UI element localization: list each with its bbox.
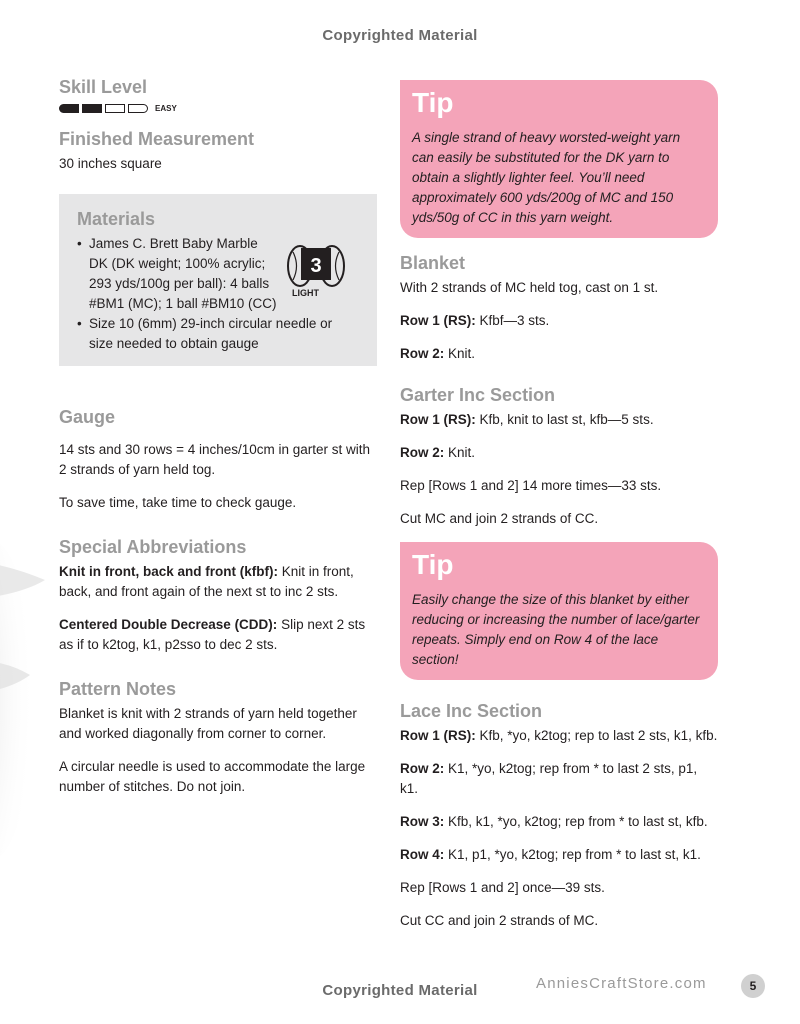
row-text: Kfbf—3 sts. <box>475 313 550 328</box>
row-text: K1, p1, *yo, k2tog; rep from * to last st, k1. <box>444 847 701 862</box>
lace-row-2 <box>400 759 718 799</box>
abbreviation-kfbf <box>59 562 377 602</box>
skill-level-heading: Skill Level <box>59 77 148 97</box>
blanket-row-2 <box>400 344 718 364</box>
skill-segment <box>59 104 79 113</box>
row-label: Row 4: <box>400 847 445 862</box>
blanket-row-1 <box>400 311 718 331</box>
row-text: K1, *yo, k2tog; rep from * to last 2 sts, p1, k1. <box>400 761 698 796</box>
abbreviation-term: Centered Double Decrease (CDD): <box>59 617 278 632</box>
pattern-notes-heading: Pattern Notes <box>59 679 177 699</box>
tip-body: Easily change the size of this blanket by either reducing or increasing the number of lace/garter repeats. Simply end on Row 4 of the lace section! <box>412 592 700 667</box>
lace-cut-text: Cut CC and join 2 strands of MC. <box>400 913 599 928</box>
lace-row-4 <box>400 845 718 865</box>
materials-item-needle: • Size 10 (6mm) 29-inch circular needle or size needed to obtain gauge <box>89 314 359 354</box>
row-label: Row 1 (RS): <box>400 313 476 328</box>
row-label: Row 2: <box>400 445 445 460</box>
finished-measurement-heading: Finished Measurement <box>59 129 255 149</box>
row-text: Kfb, *yo, k2tog; rep to last 2 sts, k1, kfb. <box>475 728 718 743</box>
materials-box <box>59 194 377 366</box>
yarn-weight-label: LIGHT <box>292 288 319 298</box>
right-column <box>400 80 718 944</box>
lace-repeat-text: Rep [Rows 1 and 2] once—39 sts. <box>400 880 605 895</box>
tip-body: A single strand of heavy worsted-weight yarn can easily be substituted for the DK yarn to obtain a slightly lighter feel. You’ll need approximately 600 yds/200g of MC and 150 yds/50g of CC in this yarn weight. <box>412 130 681 225</box>
yarn-weight-number: 3 <box>310 255 322 277</box>
row-text: Kfb, knit to last st, kfb—5 sts. <box>475 412 654 427</box>
row-label: Row 2: <box>400 346 445 361</box>
tip-title: Tip <box>412 549 454 580</box>
pattern-notes-needle-text: A circular needle is used to accommodate the large number of stitches. Do not join. <box>59 759 366 794</box>
gauge-text: 14 sts and 30 rows = 4 inches/10cm in garter st with 2 strands of yarn held tog. <box>59 442 371 477</box>
page-number: 5 <box>741 974 765 998</box>
skill-segment <box>82 104 102 113</box>
row-label: Row 3: <box>400 814 445 829</box>
abbreviation-definition: Knit in front, back, and front again of the next st to inc 2 sts. <box>59 564 354 599</box>
row-label: Row 1 (RS): <box>400 728 476 743</box>
tip-box-yarn <box>400 80 718 238</box>
materials-item-yarn: • James C. Brett Baby Marble DK (DK weight; 100% acrylic; 293 yds/100g per ball): 4 balls #BM1 (MC); 1 ball #BM10 (CC) <box>89 234 279 314</box>
garter-row-2 <box>400 443 718 463</box>
materials-heading: Materials <box>77 209 156 229</box>
garter-row-1 <box>400 410 718 430</box>
garter-repeat-text: Rep [Rows 1 and 2] 14 more times—33 sts. <box>400 478 662 493</box>
finished-measurement-text: 30 inches square <box>59 156 162 171</box>
garter-inc-heading: Garter Inc Section <box>400 385 556 405</box>
row-text: Knit. <box>444 445 476 460</box>
skill-segment <box>105 104 125 113</box>
blanket-cast-on-text: With 2 strands of MC held tog, cast on 1 st. <box>400 280 659 295</box>
row-text: Kfb, k1, *yo, k2tog; rep from * to last st, kfb. <box>444 814 708 829</box>
abbreviation-term: Knit in front, back and front (kfbf): <box>59 564 278 579</box>
row-label: Row 2: <box>400 761 445 776</box>
abbreviation-cdd <box>59 615 377 655</box>
skill-level-meter <box>59 102 377 114</box>
decorative-photo-edge <box>0 540 45 860</box>
row-text: Knit. <box>444 346 476 361</box>
garter-cut-text: Cut MC and join 2 strands of CC. <box>400 511 599 526</box>
left-column <box>59 76 377 810</box>
abbreviation-definition: Slip next 2 sts as if to k2tog, k1, p2sso to dec 2 sts. <box>59 617 366 652</box>
row-label: Row 1 (RS): <box>400 412 476 427</box>
skill-segment <box>128 104 148 113</box>
blanket-heading: Blanket <box>400 253 466 273</box>
gauge-check-text: To save time, take time to check gauge. <box>59 495 297 510</box>
gauge-heading: Gauge <box>59 407 116 427</box>
pattern-notes-text: Blanket is knit with 2 strands of yarn held together and worked diagonally from corner to corner. <box>59 706 357 741</box>
footer-website: AnniesCraftStore.com <box>536 975 707 992</box>
special-abbreviations-heading: Special Abbreviations <box>59 537 247 557</box>
lace-inc-heading: Lace Inc Section <box>400 701 543 721</box>
copyright-header: Copyrighted Material <box>322 27 478 44</box>
lace-row-3 <box>400 812 718 832</box>
copyright-footer: Copyrighted Material <box>322 982 478 999</box>
tip-box-size <box>400 542 718 680</box>
lace-row-1 <box>400 726 718 746</box>
tip-title: Tip <box>412 87 454 118</box>
skill-level-label: EASY <box>155 103 177 113</box>
